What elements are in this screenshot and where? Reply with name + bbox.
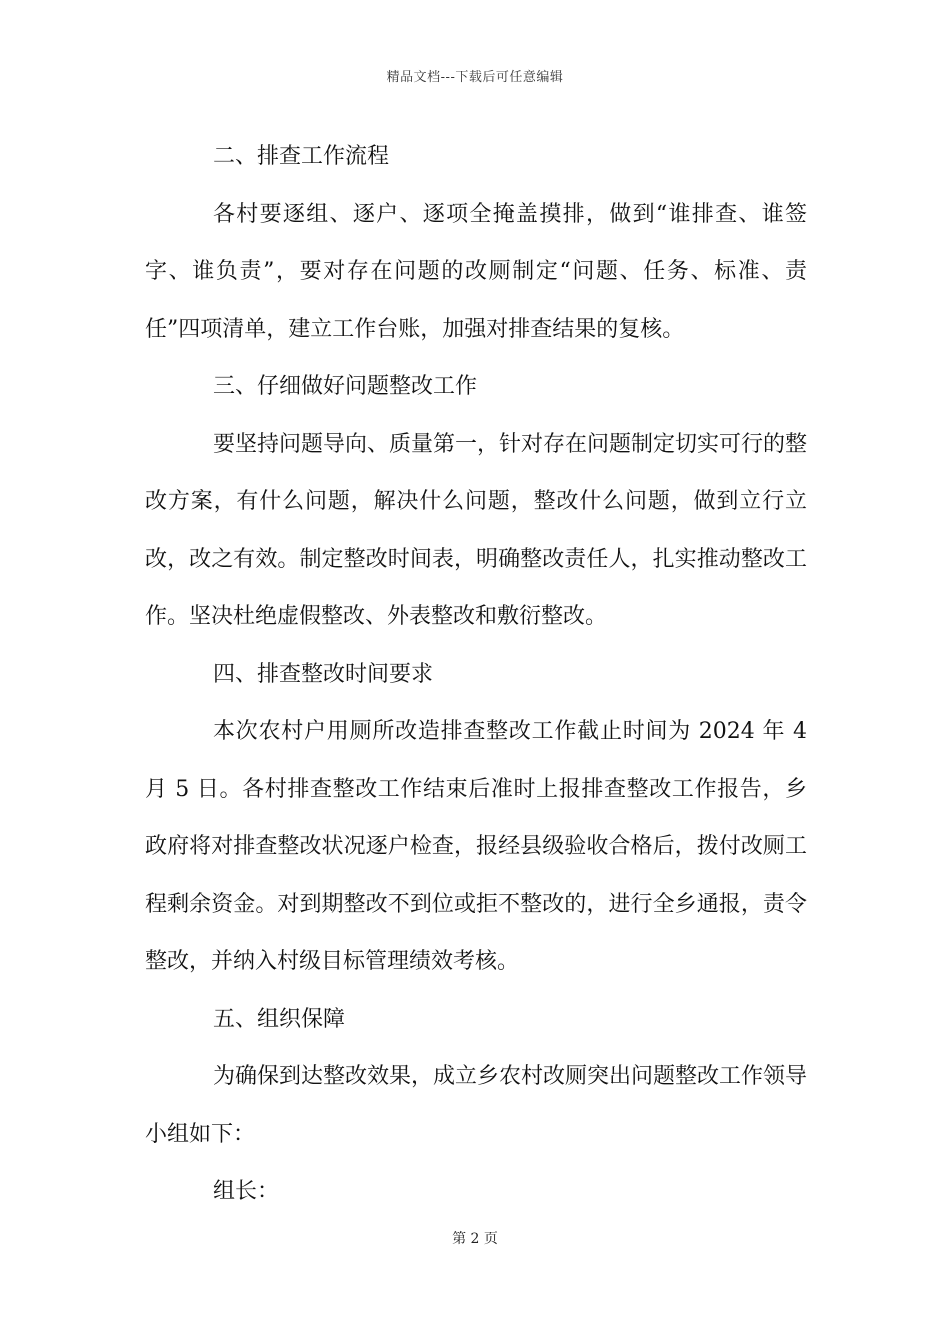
paragraph-timeline: 本次农村户用厕所改造排查整改工作截止时间为 2024 年 4 月 5 日。各村排查整改工作结束后准时上报排查整改工作报告，乡政府将对排查整改状况逐户检查，报经县级验收合格后，拨付改厕工程剩余资金。对到期整改不到位或拒不整改的，进行全乡通报，责令整改，并纳入村级目标管理绩效考核。	[145, 719, 807, 974]
paragraph-organization: 为确保到达整改效果，成立乡农村改厕突出问题整改工作领导小组如下：	[145, 1064, 808, 1147]
section-heading-rectification: 三、仔细做好问题整改工作	[213, 374, 478, 399]
section-heading-timeline: 四、排查整改时间要求	[213, 661, 434, 687]
page-header: 精品文档---下载后可任意编辑	[386, 70, 564, 85]
group-leader-label: 组长：	[213, 1179, 280, 1204]
paragraph-rectification: 要坚持问题导向、质量第一，针对存在问题制定切实可行的整改方案，有什么问题，解决什么问题，整改什么问题，做到立行立改，改之有效。制定整改时间表，明确整改责任人，扎实推动整改工作。坚决杜绝虚假整改、外表整改和敷衍整改。	[145, 431, 808, 629]
section-heading-organization: 五、组织保障	[213, 1006, 346, 1032]
section-heading-process: 二、排查工作流程	[213, 144, 390, 169]
paragraph-process: 各村要逐组、逐户、逐项全掩盖摸排，做到“谁排查、谁签字、谁负责”，要对存在问题的改厕制定“问题、任务、标准、责任”四项清单，建立工作台账，加强对排查结果的复核。	[145, 201, 807, 342]
page-number: 第 2 页	[452, 1231, 498, 1247]
document-body	[145, 128, 807, 1221]
